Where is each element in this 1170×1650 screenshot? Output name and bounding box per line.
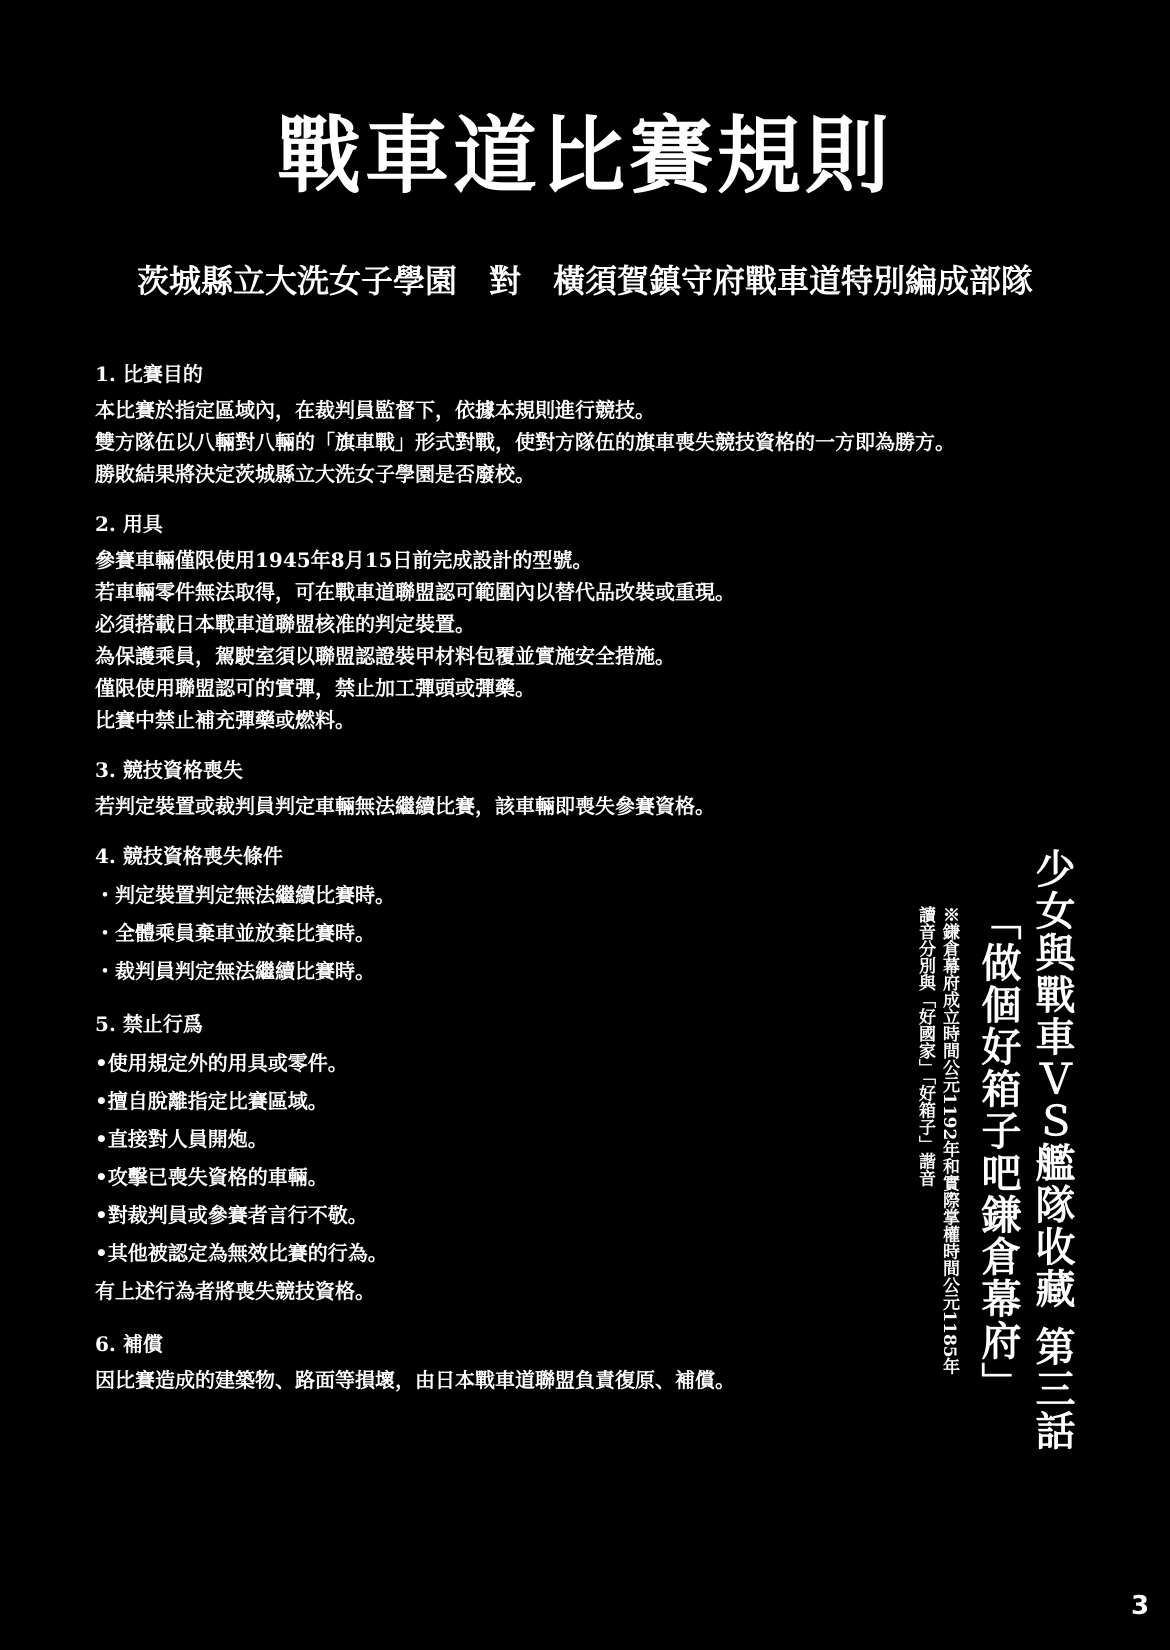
rule-line: 勝敗結果將決定茨城縣立大洗女子學園是否廢校。 (95, 462, 535, 486)
rule-bullet: •其他被認定為無效比賽的行為。 (95, 1241, 388, 1265)
rule-section-disqualification (95, 754, 975, 822)
rule-bullet: ・判定裝置判定無法繼續比賽時。 (95, 883, 395, 907)
rule-line: 必須搭載日本戰車道聯盟核准的判定裝置。 (95, 612, 475, 636)
rule-line: 若判定裝置或裁判員判定車輛無法繼續比賽，該車輛即喪失參賽資格。 (95, 794, 715, 818)
rule-bullet: •直接對人員開炮。 (95, 1127, 268, 1151)
rule-bullet: •攻擊已喪失資格的車輛。 (95, 1165, 328, 1189)
rule-heading: 4. 競技資格喪失條件 (95, 844, 283, 868)
rule-heading: 6. 補償 (95, 1332, 163, 1356)
rule-section-disqualification-conditions (95, 840, 975, 990)
series-title: 少女與戰車ＶＳ艦隊收藏 第三話 (1029, 848, 1076, 1452)
rule-line: 為保護乘員，駕駛室須以聯盟認證裝甲材料包覆並實施安全措施。 (95, 644, 675, 668)
rule-bullet: •使用規定外的用具或零件。 (95, 1051, 348, 1075)
chapter-title: 「做個好箱子吧鎌倉幕府」 (975, 900, 1022, 1404)
rule-section-compensation (95, 1328, 975, 1396)
rule-line: 若車輛零件無法取得，可在戰車道聯盟認可範圍內以替代品改裝或重現。 (95, 580, 735, 604)
rule-heading: 1. 比賽目的 (95, 362, 203, 386)
rule-heading: 3. 競技資格喪失 (95, 758, 243, 782)
footnote-line-1: ※鎌倉幕府成立時間公元1192年和實際掌權時間公元1185年 (939, 906, 959, 1375)
rule-heading: 5. 禁止行爲 (95, 1012, 203, 1036)
rule-bullet: ・全體乘員棄車並放棄比賽時。 (95, 921, 375, 945)
rule-line: 有上述行為者將喪失競技資格。 (95, 1279, 375, 1303)
rule-heading: 2. 用具 (95, 512, 163, 536)
rule-section-purpose (95, 358, 975, 490)
rule-section-equipment (95, 508, 975, 736)
rule-bullet: ・裁判員判定無法繼續比賽時。 (95, 959, 375, 983)
rule-line: 參賽車輛僅限使用1945年8月15日前完成設計的型號。 (95, 548, 593, 572)
rule-bullet: •擅自脫離指定比賽區域。 (95, 1089, 328, 1113)
rule-line: 比賽中禁止補充彈藥或燃料。 (95, 708, 355, 732)
rule-bullet: •對裁判員或參賽者言行不敬。 (95, 1203, 368, 1227)
rule-line: 僅限使用聯盟認可的實彈，禁止加工彈頭或彈藥。 (95, 676, 535, 700)
rule-line: 本比賽於指定區域內，在裁判員監督下，依據本規則進行競技。 (95, 398, 655, 422)
page-subtitle: 茨城縣立大洗女子學園 對 橫須賀鎮守府戰車道特別編成部隊 (136, 262, 1033, 300)
page-title: 戰車道比賽規則 (276, 106, 893, 205)
rule-section-prohibited-acts (95, 1008, 975, 1310)
rule-line: 雙方隊伍以八輛對八輛的「旗車戰」形式對戰，使對方隊伍的旗車喪失競技資格的一方即為勝方。 (95, 430, 955, 454)
rule-line: 因比賽造成的建築物、路面等損壞，由日本戰車道聯盟負責復原、補償。 (95, 1368, 735, 1392)
rules-list (95, 358, 975, 1414)
footnote-line-2: 讀音分別與「好國家」「好箱子」諧音 (915, 906, 935, 1187)
page-number: 3 (1130, 1591, 1150, 1621)
